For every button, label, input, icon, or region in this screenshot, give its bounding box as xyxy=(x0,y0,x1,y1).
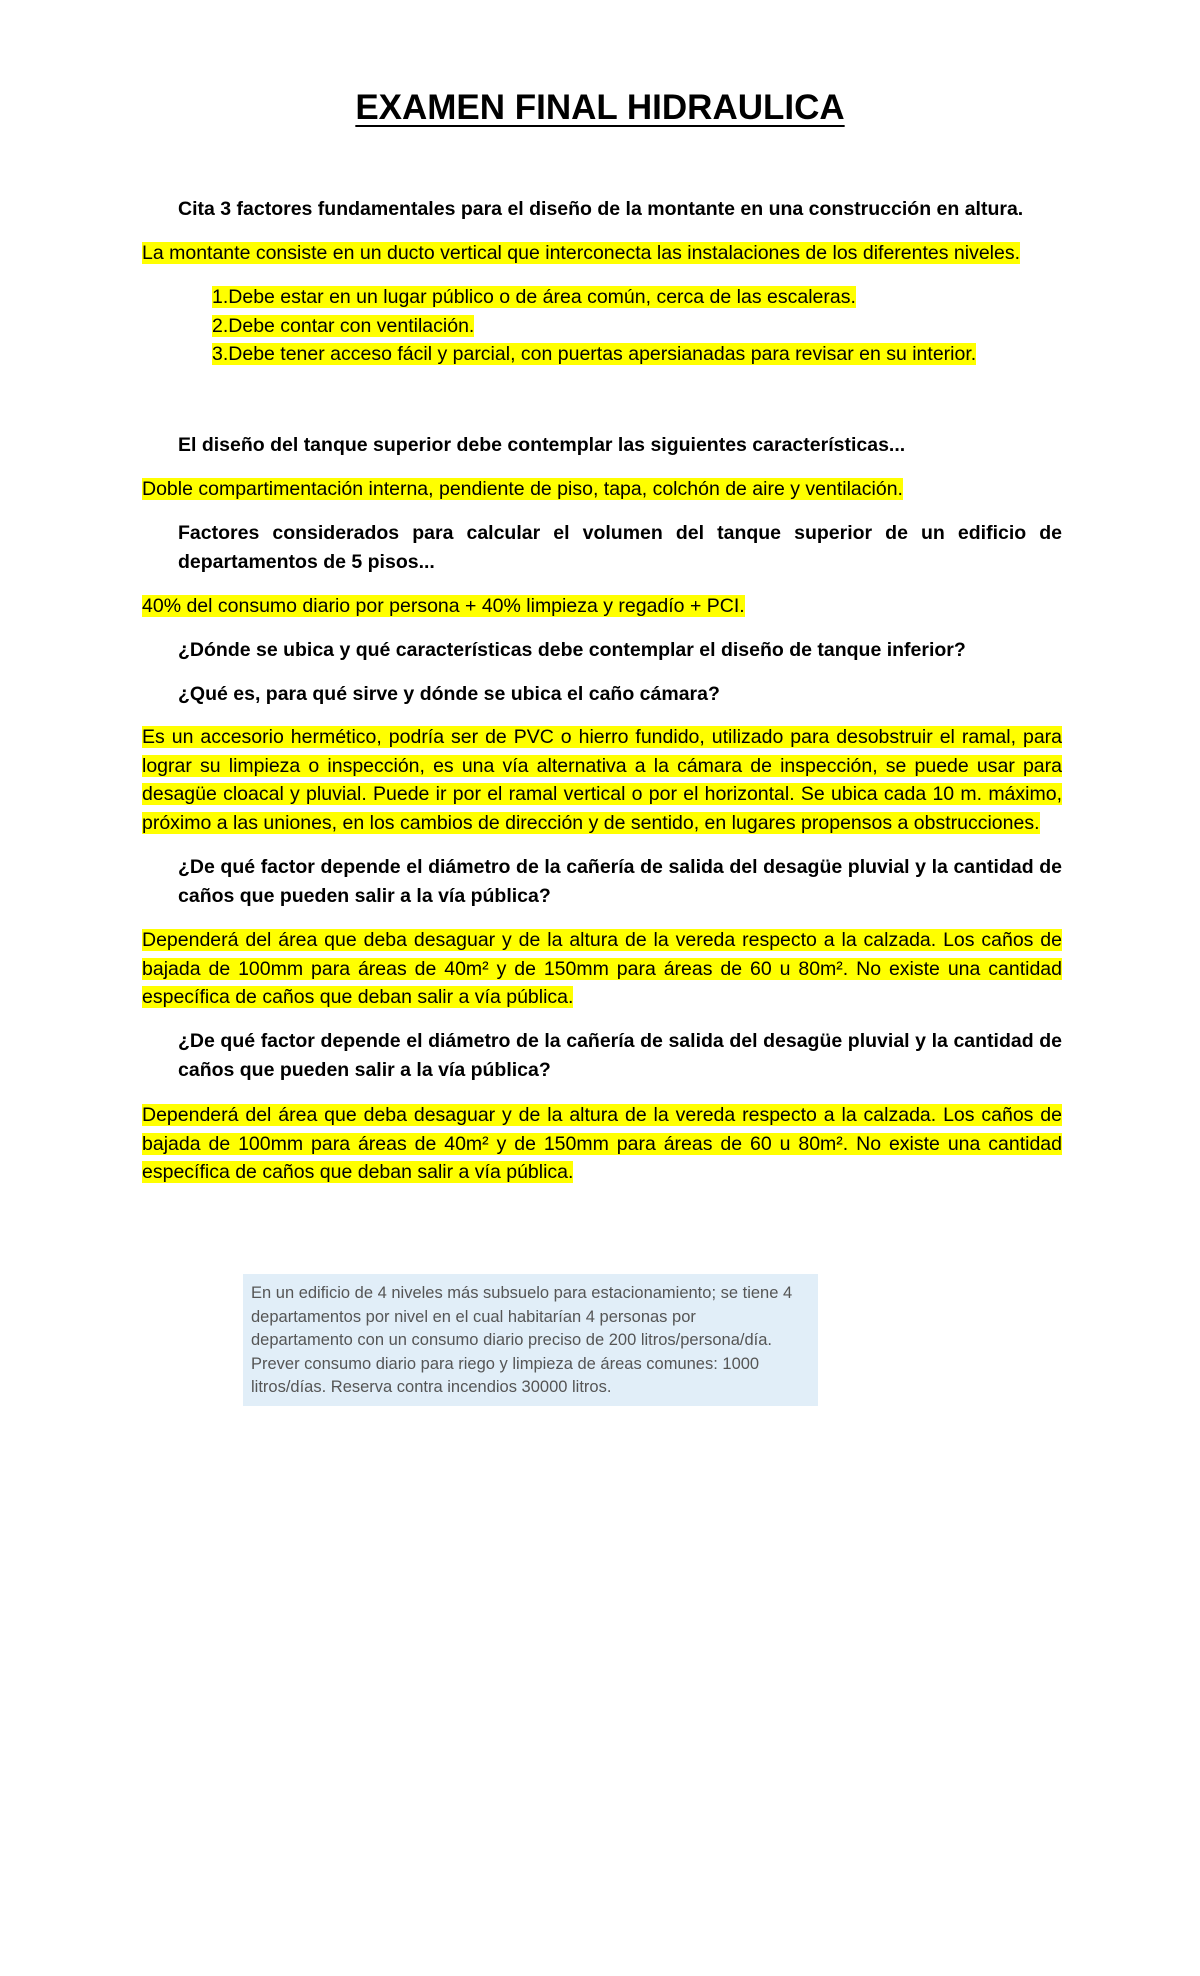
list-item-text: 3.Debe tener acceso fácil y parcial, con puertas apersianadas para revisar en su interior. xyxy=(212,343,977,365)
answer-7 xyxy=(142,1101,1062,1187)
answer-3-text: 40% del consumo diario por persona + 40% limpieza y regadío + PCI. xyxy=(142,595,745,617)
question-2: El diseño del tanque superior debe contemplar las siguientes características... xyxy=(178,434,906,456)
list-item-text: 2.Debe contar con ventilación. xyxy=(212,314,475,337)
document-title xyxy=(0,86,1200,130)
problem-line: Prever consumo diario para riego y limpieza de áreas comunes: 1000 xyxy=(251,1354,760,1373)
question-1: Cita 3 factores fundamentales para el diseño de la montante en una construcción en altura. xyxy=(178,198,1024,220)
answer-7-text: Dependerá del área que deba desaguar y de la altura de la vereda respecto a la calzada. Los caños de bajada de 100mm para áreas de 40m² y de 150mm para áreas de 60 u 80m². No existe una cantidad específica de caños que deban salir a vía pública. xyxy=(142,1104,1062,1183)
answer-1-list xyxy=(212,283,1062,369)
question-4: ¿Dónde se ubica y qué características debe contemplar el diseño de tanque inferior? xyxy=(178,639,966,661)
problem-line: departamentos por nivel en el cual habitarían 4 personas por xyxy=(251,1307,696,1326)
answer-2-text: Doble compartimentación interna, pendiente de piso, tapa, colchón de aire y ventilación. xyxy=(142,478,903,500)
answer-2 xyxy=(142,475,1062,504)
problem-line: litros/días. Reserva contra incendios 30000 litros. xyxy=(251,1378,612,1396)
question-5: ¿Qué es, para qué sirve y dónde se ubica el caño cámara? xyxy=(178,683,720,705)
answer-1-text: La montante consiste en un ducto vertical que interconecta las instalaciones de los diferentes niveles. xyxy=(142,242,1021,264)
answer-6-text: Dependerá del área que deba desaguar y de la altura de la vereda respecto a la calzada. Los caños de bajada de 100mm para áreas de 40m² y de 150mm para áreas de 60 u 80m². No existe una cantidad específica de caños que deban salir a vía pública. xyxy=(142,929,1062,1008)
problem-line: departamento con un consumo diario preciso de 200 litros/persona/día. xyxy=(251,1331,772,1349)
answer-3 xyxy=(142,592,1062,621)
problem-statement-card xyxy=(243,1274,818,1406)
answer-5 xyxy=(142,723,1062,837)
answer-6 xyxy=(142,926,1062,1012)
list-item xyxy=(212,283,1062,312)
answer-5-text: Es un accesorio hermético, podría ser de PVC o hierro fundido, utilizado para desobstruir el ramal, para lograr su limpieza o inspección, es una vía alternativa a la cámara de inspección, se puede usar para desagüe cloacal y pluvial. Puede ir por el ramal vertical o por el horizontal. Se ubica cada 10 m. máximo, próximo a las uniones, en los cambios de dirección y de sentido, en lugares propensos a obstrucciones. xyxy=(142,726,1062,834)
question-3: Factores considerados para calcular el volumen del tanque superior de un edificio de departamentos de 5 pisos... xyxy=(178,522,1062,573)
list-item xyxy=(212,340,1062,369)
question-7: ¿De qué factor depende el diámetro de la cañería de salida del desagüe pluvial y la cantidad de caños que pueden salir a la vía pública? xyxy=(178,1030,1062,1081)
answer-1 xyxy=(142,239,1062,268)
list-item-text: 1.Debe estar en un lugar público o de área común, cerca de las escaleras. xyxy=(212,286,856,308)
list-item xyxy=(212,312,1062,341)
question-6: ¿De qué factor depende el diámetro de la cañería de salida del desagüe pluvial y la cantidad de caños que pueden salir a la vía pública? xyxy=(178,856,1062,907)
title-text: EXAMEN FINAL HIDRAULICA xyxy=(355,88,845,127)
problem-line: En un edificio de 4 niveles más subsuelo para estacionamiento; se tiene 4 xyxy=(251,1284,793,1302)
